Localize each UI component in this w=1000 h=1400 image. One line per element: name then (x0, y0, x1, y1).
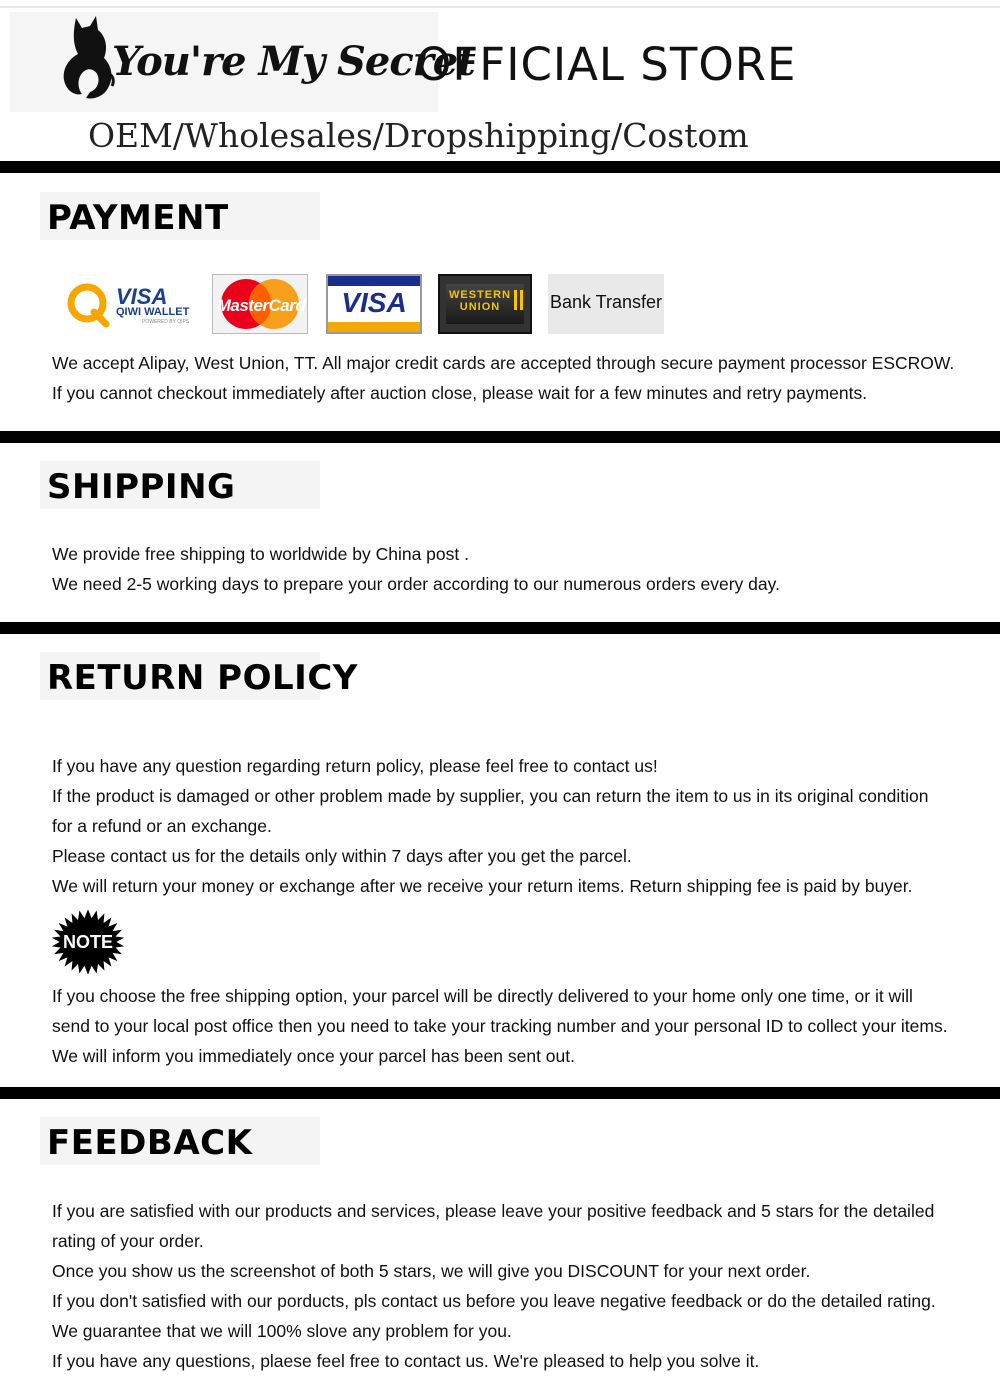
text-line: for a refund or an exchange. (52, 816, 272, 836)
section-divider (0, 622, 1000, 634)
text-line: We will inform you immediately once your parcel has been sent out. (52, 1046, 575, 1066)
store-tagline: OEM/Wholesales/Dropshipping/Costom (88, 116, 749, 155)
text-line: If you are satisfied with our products and services, please leave your positive feedback and 5 stars for the detailed (52, 1201, 935, 1221)
payment-text (52, 348, 954, 408)
western-union-line2: UNION (459, 301, 501, 313)
text-line: Once you show us the screenshot of both 5 stars, we will give you DISCOUNT for your next order. (52, 1261, 811, 1281)
western-union-bars-icon (514, 290, 526, 310)
qiwi-powered-text: POWERED BY QIPS (142, 319, 190, 325)
qiwi-visa-text: VISA (116, 284, 168, 309)
text-line: We guarantee that we will 100% slove any problem for you. (52, 1321, 512, 1341)
text-line: rating of your order. (52, 1231, 204, 1251)
visa-blue-band (328, 276, 420, 286)
return-policy-heading: RETURN POLICY (47, 658, 358, 698)
section-divider (0, 161, 1000, 173)
text-line: We accept Alipay, West Union, TT. All major credit cards are accepted through secure payment processor ESCROW. (52, 353, 955, 373)
shipping-heading: SHIPPING (47, 467, 236, 507)
qiwi-wallet-text: QIWI WALLET (116, 306, 190, 318)
text-line: If you cannot checkout immediately after auction close, please wait for a few minutes and retry payments. (52, 383, 868, 403)
text-line: If you choose the free shipping option, your parcel will be directly delivered to your home only one time, or it will (52, 986, 913, 1006)
western-union-text (448, 289, 512, 313)
visa-gold-band (328, 322, 420, 332)
text-line: We need 2-5 working days to prepare your order according to our numerous orders every day. (52, 574, 780, 594)
text-line: If you have any question regarding return policy, please feel free to contact us! (52, 756, 658, 776)
western-union-line1: WESTERN (449, 289, 511, 301)
qiwi-visa-logo (62, 274, 196, 334)
top-border (0, 6, 1000, 8)
visa-logo (326, 274, 422, 334)
mastercard-logo (212, 274, 308, 334)
section-divider (0, 1087, 1000, 1099)
text-line: We will return your money or exchange after we receive your return items. Return shipping fee is paid by buyer. (52, 876, 913, 896)
payment-heading: PAYMENT (47, 198, 229, 238)
visa-text: VISA (341, 287, 407, 318)
shipping-text (52, 539, 780, 599)
note-text (52, 981, 948, 1071)
cat-silhouette-icon (56, 14, 118, 102)
mastercard-text: MasterCard (216, 296, 306, 315)
text-line: If you have any questions, plaese feel free to contact us. We're pleased to help you solve it. (52, 1351, 760, 1371)
feedback-heading: FEEDBACK (47, 1123, 253, 1163)
bank-transfer-text: Bank Transfer (549, 292, 663, 312)
return-policy-text (52, 751, 928, 901)
text-line: Please contact us for the details only within 7 days after you get the parcel. (52, 846, 632, 866)
store-title: OFFICIAL STORE (416, 38, 797, 91)
qiwi-icon (66, 282, 112, 328)
bank-transfer-logo (548, 274, 664, 334)
note-badge-text: NOTE (62, 932, 114, 952)
western-union-logo (438, 274, 532, 334)
feedback-text (52, 1196, 936, 1376)
section-divider (0, 431, 1000, 443)
text-line: If you don't satisfied with our porducts, pls contact us before you leave negative feedback or do the detailed rating. (52, 1291, 936, 1311)
text-line: We provide free shipping to worldwide by China post . (52, 544, 469, 564)
brand-logo-text: You're My Secret (112, 38, 475, 85)
note-badge-icon (52, 904, 124, 976)
text-line: If the product is damaged or other problem made by supplier, you can return the item to us in its original condition (52, 786, 929, 806)
text-line: send to your local post office then you need to take your tracking number and your personal ID to collect your items. (52, 1016, 948, 1036)
